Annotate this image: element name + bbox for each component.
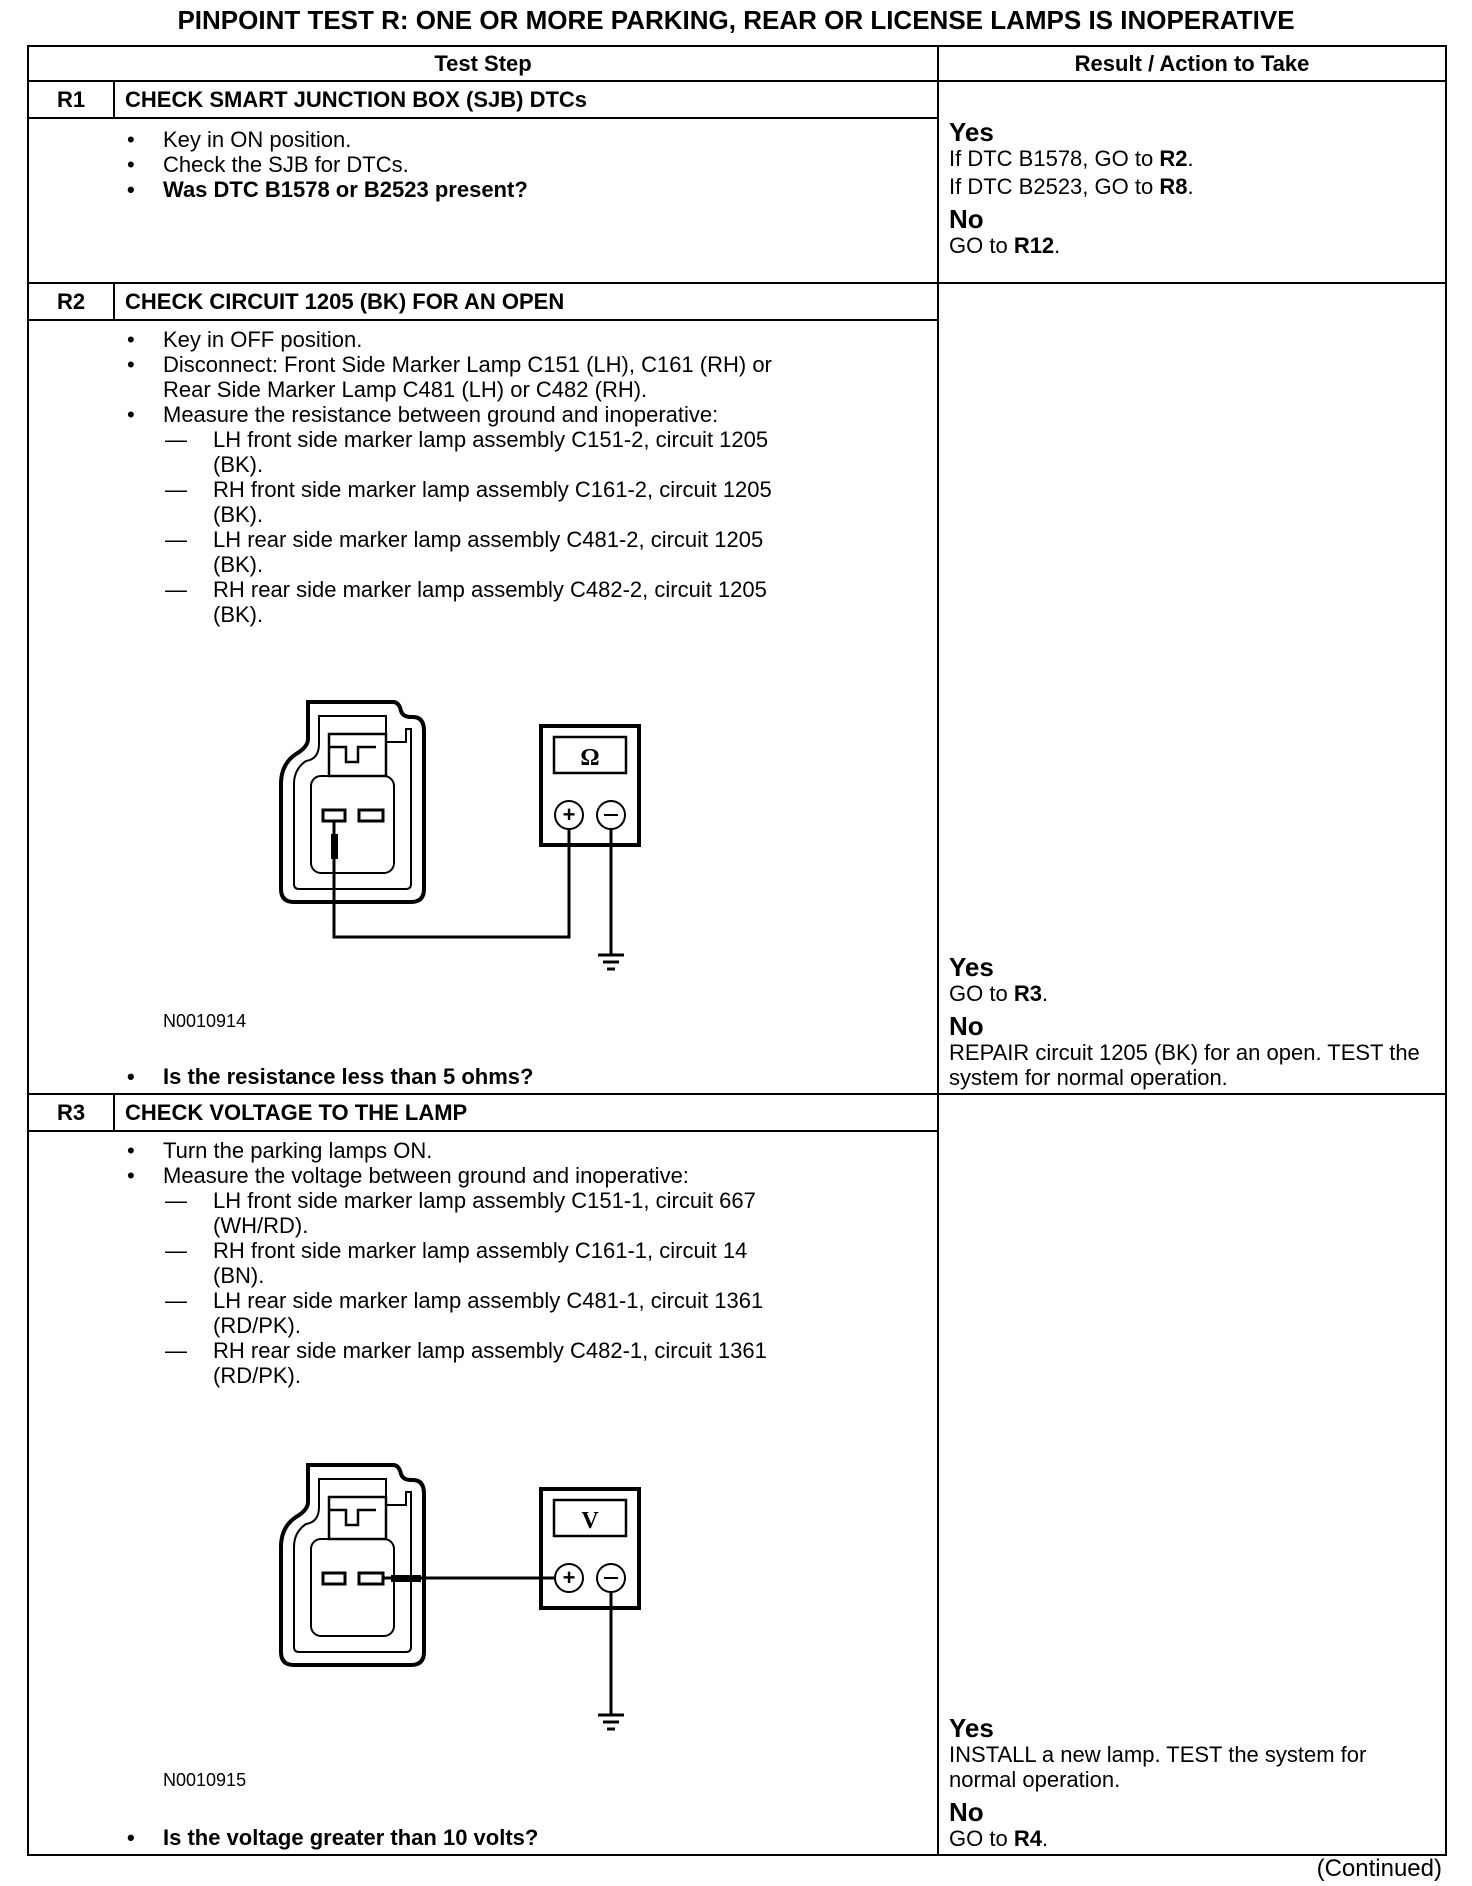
- step-r2-header-row: [28, 283, 1446, 320]
- step-subitem: — RH rear side marker lamp assembly C482-1, circuit 1361 (RD/PK).: [29, 1338, 789, 1388]
- step-subitem: — RH front side marker lamp assembly C161-1, circuit 14 (BN).: [29, 1238, 789, 1288]
- figure-id: N0010914: [163, 1011, 247, 1031]
- step-r2-result: [938, 283, 1446, 1094]
- step-question: • Was DTC B1578 or B2523 present?: [29, 177, 937, 202]
- step-number: R1: [28, 81, 114, 118]
- svg-text:+: +: [562, 1565, 576, 1590]
- result-text: GO to: [949, 981, 1014, 1006]
- result-text: .: [1187, 174, 1194, 199]
- step-r3-body: [28, 1131, 938, 1855]
- step-subitem: — LH front side marker lamp assembly C151-2, circuit 1205 (BK).: [29, 427, 789, 477]
- result-text: GO to: [949, 233, 1014, 258]
- step-question: • Is the resistance less than 5 ohms?: [29, 1064, 937, 1089]
- result-text: .: [1187, 146, 1194, 171]
- result-text: REPAIR circuit 1205 (BK) for an open. TEST the system for normal operation.: [949, 1040, 1420, 1090]
- step-reference: R12: [1013, 233, 1055, 258]
- step-number: R3: [28, 1094, 114, 1131]
- step-reference: R8: [1159, 174, 1188, 199]
- meter-icon: [541, 726, 639, 845]
- test-lead: [334, 822, 569, 937]
- step-item: • Check the SJB for DTCs.: [29, 152, 937, 177]
- result-text: .: [1054, 233, 1061, 258]
- test-step-header: Test Step: [28, 46, 938, 81]
- result-header: Result / Action to Take: [938, 46, 1446, 81]
- connector-icon: [281, 702, 424, 902]
- result-text: GO to: [949, 1826, 1014, 1851]
- result-text: If DTC B2523, GO to: [949, 174, 1160, 199]
- table-header-row: [28, 46, 1446, 81]
- result-text: .: [1041, 1826, 1049, 1851]
- voltmeter-diagram: [251, 1452, 701, 1752]
- figure-id: N0010915: [163, 1770, 247, 1790]
- no-label: No: [949, 1797, 984, 1827]
- ohmmeter-diagram: [251, 689, 701, 989]
- step-subitem: — LH rear side marker lamp assembly C481-1, circuit 1361 (RD/PK).: [29, 1288, 789, 1338]
- yes-label: Yes: [949, 117, 994, 147]
- ground-icon: [598, 829, 624, 969]
- result-text: .: [1041, 981, 1049, 1006]
- svg-text:+: +: [562, 802, 576, 827]
- no-label: No: [949, 1011, 984, 1041]
- step-r1-body: [28, 118, 938, 283]
- yes-label: Yes: [949, 1713, 994, 1743]
- continued-label: (Continued): [1316, 1855, 1442, 1882]
- step-r3-header-row: [28, 1094, 1446, 1131]
- no-line: [949, 233, 1435, 258]
- yes-label: Yes: [949, 952, 994, 982]
- step-item: • Key in ON position.: [29, 127, 937, 152]
- step-r2-body: [28, 320, 938, 1094]
- meter-symbol: Ω: [580, 745, 600, 771]
- page-title: PINPOINT TEST R: ONE OR MORE PARKING, REAR OR LICENSE LAMPS IS INOPERATIVE: [177, 5, 1295, 35]
- step-r3-result: [938, 1094, 1446, 1855]
- step-number: R2: [28, 283, 114, 320]
- connector-icon: [281, 1465, 424, 1665]
- step-item: • Measure the resistance between ground and inoperative:: [29, 402, 789, 427]
- step-heading: CHECK VOLTAGE TO THE LAMP: [114, 1094, 938, 1131]
- step-subitem: — LH rear side marker lamp assembly C481-2, circuit 1205 (BK).: [29, 527, 789, 577]
- step-item: • Turn the parking lamps ON.: [29, 1138, 789, 1163]
- result-text: If DTC B1578, GO to: [949, 146, 1160, 171]
- yes-line: [949, 146, 1435, 171]
- meter-icon: [541, 1489, 639, 1608]
- result-text: INSTALL a new lamp. TEST the system for normal operation.: [949, 1742, 1367, 1792]
- step-subitem: — RH front side marker lamp assembly C161-2, circuit 1205 (BK).: [29, 477, 789, 527]
- step-question: • Is the voltage greater than 10 volts?: [29, 1825, 937, 1850]
- step-reference: R4: [1013, 1826, 1042, 1851]
- step-reference: R2: [1159, 146, 1188, 171]
- no-label: No: [949, 204, 984, 234]
- step-subitem: — LH front side marker lamp assembly C151-1, circuit 667 (WH/RD).: [29, 1188, 789, 1238]
- step-subitem: — RH rear side marker lamp assembly C482-2, circuit 1205 (BK).: [29, 577, 789, 627]
- ground-icon: [598, 1592, 624, 1729]
- meter-symbol: V: [581, 1508, 599, 1534]
- pinpoint-test-table: [27, 45, 1447, 1856]
- step-item: • Disconnect: Front Side Marker Lamp C151 (LH), C161 (RH) or Rear Side Marker Lamp C481 (LH) or C482 (RH).: [29, 352, 789, 402]
- step-heading: CHECK CIRCUIT 1205 (BK) FOR AN OPEN: [114, 283, 938, 320]
- step-reference: R3: [1013, 981, 1042, 1006]
- step-item: • Key in OFF position.: [29, 327, 789, 352]
- step-r1-result: [938, 81, 1446, 283]
- step-heading: CHECK SMART JUNCTION BOX (SJB) DTCs: [114, 81, 938, 118]
- yes-line: [949, 174, 1435, 199]
- step-item: • Measure the voltage between ground and inoperative:: [29, 1163, 789, 1188]
- step-r1-header-row: [28, 81, 1446, 118]
